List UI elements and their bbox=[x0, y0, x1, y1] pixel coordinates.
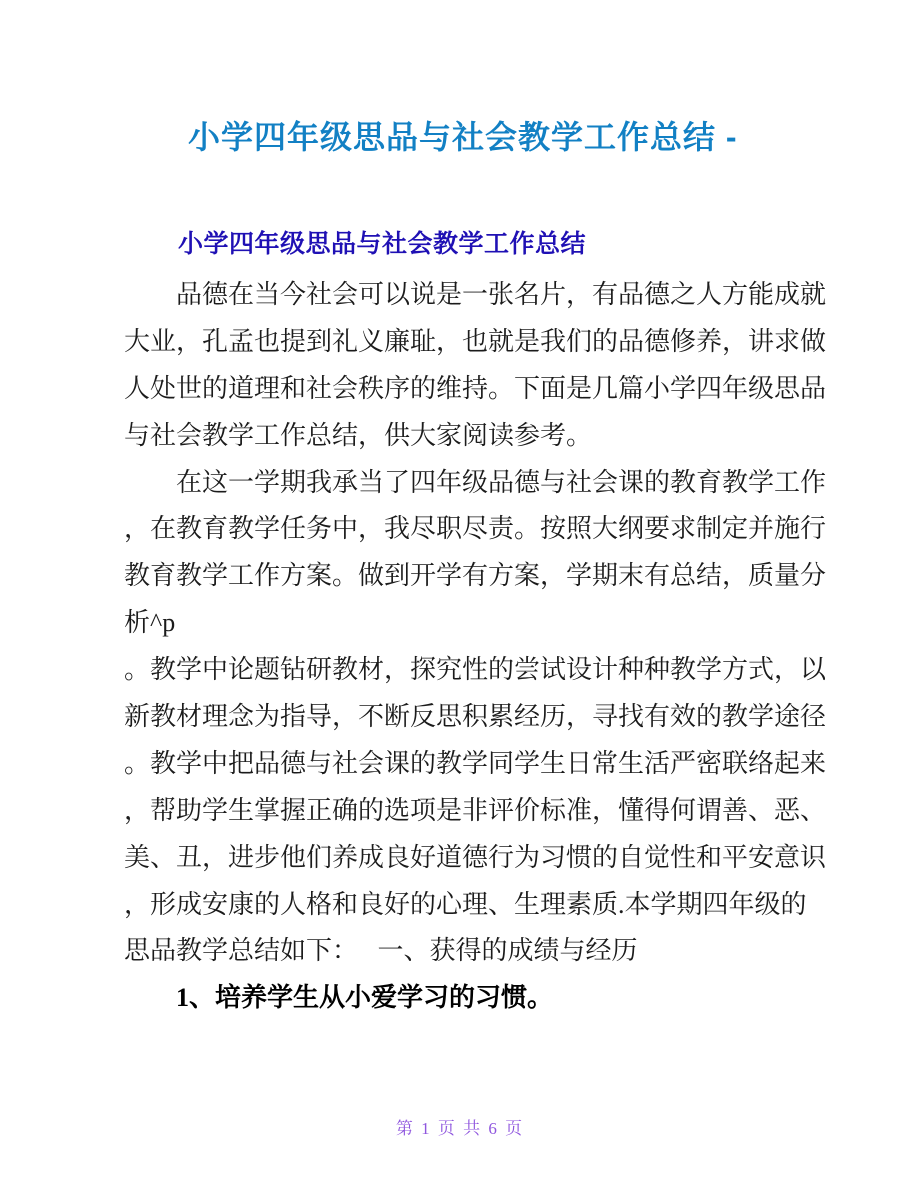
body-line: 思品教学总结如下： 一、获得的成绩与经历 bbox=[124, 936, 638, 966]
body-line: 。教学中把品德与社会课的教学同学生日常生活严密联络起来 bbox=[124, 748, 827, 778]
body-line: ，在教育教学任务中，我尽职尽责。按照大纲要求制定并施行 bbox=[124, 514, 827, 544]
body-line: 。教学中论题钻研教材，探究性的尝试设计种种教学方式，以 bbox=[124, 655, 827, 685]
body-line: 人处世的道理和社会秩序的维持。下面是几篇小学四年级思品 bbox=[124, 373, 827, 403]
body-line: 美、丑，进步他们养成良好道德行为习惯的自觉性和平安意识 bbox=[124, 842, 827, 872]
body-line: 1、培养学生从小爱学习的习惯。 bbox=[176, 983, 554, 1013]
body-line: 大业，孔孟也提到礼义廉耻，也就是我们的品德修养，讲求做 bbox=[124, 326, 827, 356]
document-title: 小学四年级思品与社会教学工作总结 - bbox=[188, 119, 738, 155]
body-line: ，帮助学生掌握正确的选项是非评价标准，懂得何谓善、恶、 bbox=[124, 795, 827, 825]
body-line: 新教材理念为指导，不断反思积累经历，寻找有效的教学途径 bbox=[124, 702, 827, 732]
page-footer-page-number: 第 1 页 共 6 页 bbox=[395, 1119, 525, 1138]
body-line: 析^p bbox=[124, 608, 176, 638]
body-line: 与社会教学工作总结，供大家阅读参考。 bbox=[124, 420, 593, 450]
document-body bbox=[124, 272, 827, 1022]
body-line: 教育教学工作方案。做到开学有方案，学期末有总结，质量分 bbox=[124, 561, 827, 591]
body-line: 在这一学期我承当了四年级品德与社会课的教育教学工作 bbox=[176, 467, 827, 497]
body-line: ，形成安康的人格和良好的心理、生理素质.本学期四年级的 bbox=[124, 889, 807, 919]
document-subtitle: 小学四年级思品与社会教学工作总结 bbox=[178, 230, 587, 258]
body-line: 品德在当今社会可以说是一张名片，有品德之人方能成就 bbox=[176, 280, 827, 309]
